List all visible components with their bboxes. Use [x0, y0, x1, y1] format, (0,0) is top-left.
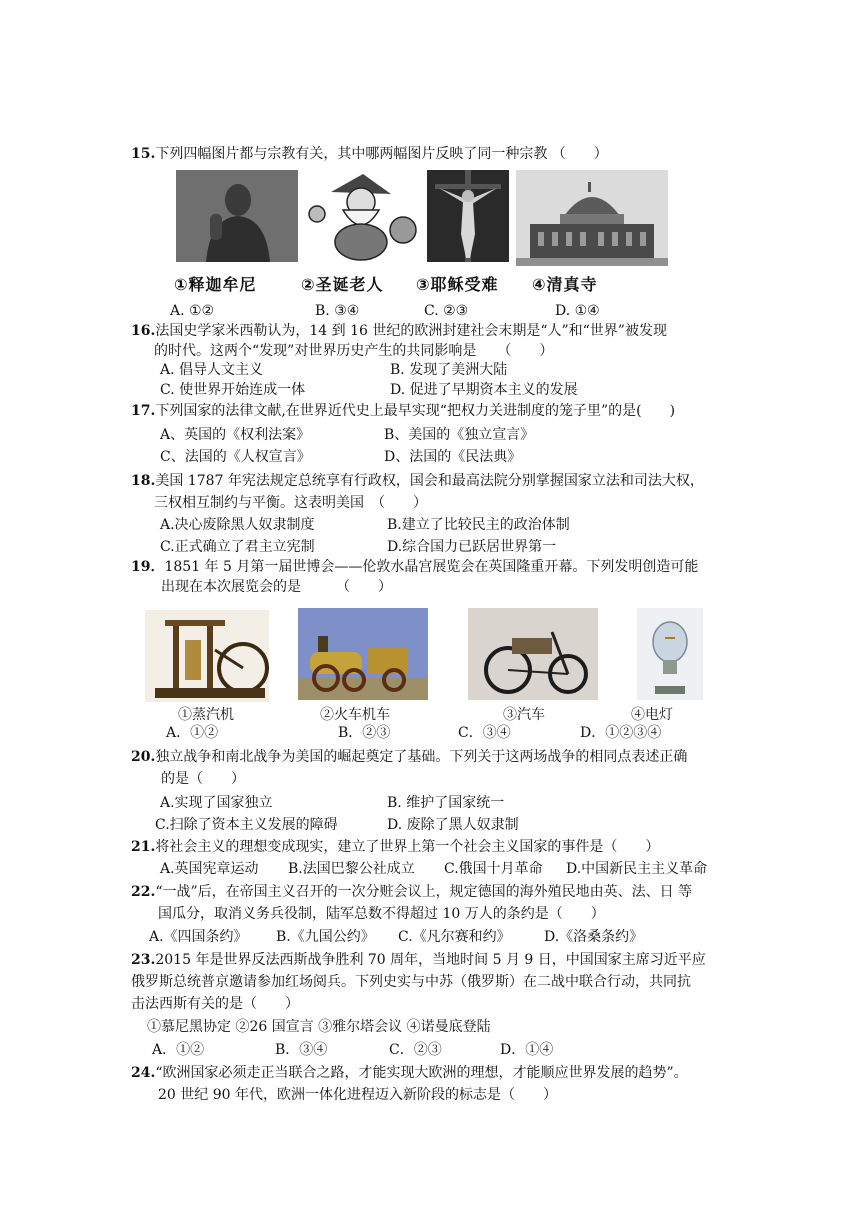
q23-text-3: 击法西斯有关的是（ ） [131, 996, 299, 1012]
q20-text-1: 独立战争和南北战争为美国的崛起奠定了基础。下列关于这两场战争的相同点表述正确 [155, 749, 688, 765]
q21-number: 21. [131, 839, 156, 855]
q16-number: 16. [131, 323, 156, 339]
q15-caption-4: ④清真寺 [532, 275, 598, 294]
q19-option-a: A．①② [166, 725, 219, 741]
q20-number: 20. [131, 749, 156, 765]
q16-option-c: C. 使世界开始连成一体 [160, 382, 306, 398]
q23-option-d: D．①④ [500, 1042, 554, 1058]
q17-option-a: A、英国的《权利法案》 [160, 427, 311, 443]
q21-text: 将社会主义的理想变成现实，建立了世界上第一个社会主义国家的事件是（ ） [155, 839, 660, 855]
q19-caption-2: ②火车机车 [320, 707, 390, 723]
buddha-image [176, 170, 298, 262]
q18-option-d: D.综合国力已跃居世界第一 [387, 539, 557, 555]
q19-option-d: D．①②③④ [580, 725, 662, 741]
automobile-image [468, 608, 598, 700]
q21-stem [131, 838, 659, 856]
q19-caption-1: ①蒸汽机 [178, 707, 234, 723]
q18-number: 18. [131, 473, 156, 489]
crucifixion-image [427, 170, 509, 262]
q18-stem [131, 472, 704, 490]
q21-option-d: D.中国新民主主义革命 [566, 861, 708, 877]
q22-option-a: A.《四国条约》 [149, 929, 248, 945]
mosque-image [516, 170, 668, 266]
q16-stem [131, 322, 667, 340]
q15-option-d: D. ①④ [555, 303, 600, 319]
q15-text: 下列四幅图片都与宗教有关，其中哪两幅图片反映了同一种宗教 （ ） [155, 146, 608, 162]
q15-caption-2: ②圣诞老人 [301, 275, 384, 294]
q22-text-1: “一战”后，在帝国主义召开的一次分赃会议上，规定德国的海外殖民地由英、法、日 等 [155, 884, 693, 900]
q19-option-b: B．②③ [338, 725, 391, 741]
q19-stem [131, 558, 698, 576]
q21-option-c: C.俄国十月革命 [444, 861, 543, 877]
q19-option-c: C．③④ [458, 725, 511, 741]
q24-stem [131, 1064, 688, 1082]
q24-text-1: “欧洲国家必须走正当联合之路，才能实现大欧洲的理想，才能顺应世界发展的趋势”。 [155, 1065, 688, 1081]
q18-option-a: A.决心废除黑人奴隶制度 [160, 517, 315, 533]
q19-number: 19． [131, 559, 165, 575]
q17-text: 下列国家的法律文献,在世界近代史上最早实现“把权力关进制度的笼子里”的是( ) [155, 403, 676, 419]
q23-stem [131, 951, 706, 969]
q20-option-c: C.扫除了资本主义发展的障碍 [155, 817, 338, 833]
santa-image [303, 170, 421, 262]
q15-caption-3: ③耶稣受难 [416, 275, 499, 294]
q22-option-b: B.《九国公约》 [276, 929, 375, 945]
light-bulb-image [637, 608, 703, 700]
q22-option-d: D.《洛桑条约》 [544, 929, 644, 945]
q20-option-d: D. 废除了黑人奴隶制 [387, 817, 519, 833]
q21-option-a: A.英国宪章运动 [160, 861, 259, 877]
q23-text-1: 2015 年是世界反法西斯战争胜利 70 周年，当地时间 5 月 9 日，中国国家主席习近平应 [155, 952, 706, 968]
q19-caption-3: ③汽车 [503, 707, 545, 723]
q16-option-a: A. 倡导人文主义 [160, 362, 264, 378]
q24-text-2: 20 世纪 90 年代，欧洲一体化进程迈入新阶段的标志是（ ） [158, 1087, 557, 1103]
q15-number: 15. [131, 146, 156, 162]
q18-text-2: 三权相互制约与平衡。这表明美国 （ ） [154, 495, 427, 511]
q20-option-a: A.实现了国家独立 [160, 795, 273, 811]
q19-text-1: 1851 年 5 月第一届世博会——伦敦水晶宫展览会在英国隆重开幕。下列发明创造可能 [164, 559, 699, 575]
q15-option-a: A. ①② [170, 303, 215, 319]
q21-option-b: B.法国巴黎公社成立 [288, 861, 415, 877]
q23-text-2: 俄罗斯总统普京邀请参加红场阅兵。下列史实与中苏（俄罗斯）在二战中联合行动，共同抗 [131, 974, 691, 990]
q16-option-d: D. 促进了早期资本主义的发展 [390, 382, 578, 398]
q17-number: 17. [131, 403, 156, 419]
q19-text-2: 出现在本次展览会的是 （ ） [161, 579, 392, 595]
q17-option-b: B、美国的《独立宣言》 [384, 427, 535, 443]
q18-option-c: C.正式确立了君主立宪制 [160, 539, 315, 555]
q17-option-d: D、法国的《民法典》 [384, 449, 522, 465]
q15-option-c: C. ②③ [424, 303, 469, 319]
q17-stem [131, 402, 675, 420]
q22-number: 22. [131, 884, 156, 900]
q17-option-c: C、法国的《人权宣言》 [160, 449, 311, 465]
q23-items: ①慕尼黑协定 ②26 国宣言 ③雅尔塔会议 ④诺曼底登陆 [147, 1019, 491, 1035]
q18-text-1: 美国 1787 年宪法规定总统享有行政权，国会和最高法院分别掌握国家立法和司法大权， [155, 473, 704, 489]
q23-number: 23. [131, 952, 156, 968]
q23-option-b: B．③④ [275, 1042, 328, 1058]
q16-text-1: 法国史学家米西勒认为，14 到 16 世纪的欧洲封建社会末期是“人”和“世界”被发现 [155, 323, 667, 339]
q15-caption-1: ①释迦牟尼 [174, 275, 257, 294]
q19-caption-4: ④电灯 [631, 707, 673, 723]
q16-option-b: B. 发现了美洲大陆 [390, 362, 508, 378]
q23-option-c: C．②③ [389, 1042, 442, 1058]
q20-stem [131, 748, 687, 766]
q15-stem [131, 145, 608, 163]
q16-text-2: 的时代。这两个“发现”对世界历史产生的共同影响是 （ ） [154, 343, 554, 359]
locomotive-image [298, 608, 428, 700]
steam-engine-image [145, 610, 269, 702]
q24-number: 24. [131, 1065, 156, 1081]
q18-option-b: B.建立了比较民主的政治体制 [387, 517, 570, 533]
q20-text-2: 的是（ ） [161, 771, 245, 787]
q22-option-c: C.《凡尔赛和约》 [398, 929, 511, 945]
q20-option-b: B. 维护了国家统一 [387, 795, 505, 811]
q15-option-b: B. ③④ [315, 303, 360, 319]
q22-stem [131, 883, 692, 901]
q23-option-a: A．①② [152, 1042, 205, 1058]
q22-text-2: 国瓜分，取消义务兵役制，陆军总数不得超过 10 万人的条约是（ ） [158, 906, 605, 922]
